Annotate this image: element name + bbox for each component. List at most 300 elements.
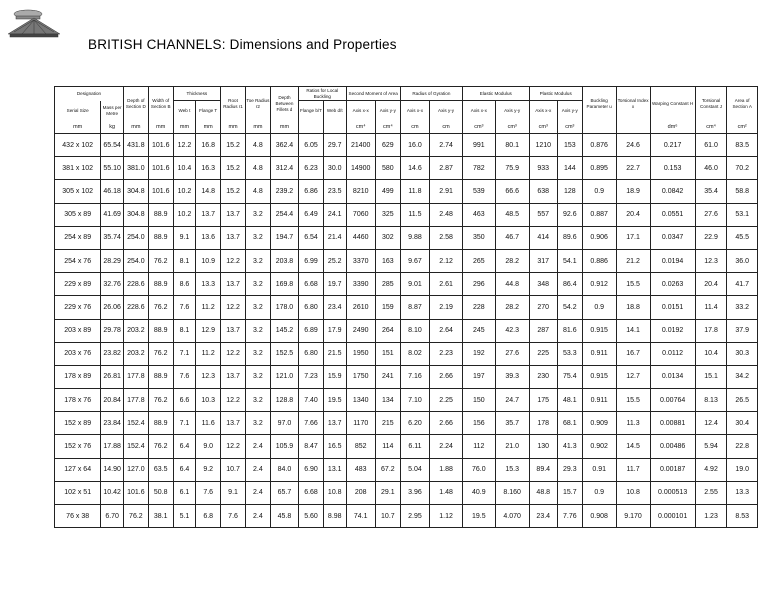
table-cell: 23.4: [323, 296, 346, 319]
table-cell: 431.8: [123, 134, 148, 157]
table-cell: 2.87: [430, 157, 463, 180]
table-cell: 38.1: [148, 505, 173, 528]
table-cell: 0.908: [582, 505, 616, 528]
table-cell: 241: [375, 365, 400, 388]
table-cell: 270: [529, 296, 557, 319]
header-width-of-section: Width of Section B: [148, 87, 173, 121]
table-cell: 76.2: [148, 435, 173, 458]
table-cell: 65.7: [270, 481, 298, 504]
table-cell: 84.0: [270, 458, 298, 481]
table-cell: 76.2: [148, 389, 173, 412]
table-cell: 228.6: [123, 273, 148, 296]
table-cell: 33.2: [727, 296, 758, 319]
table-cell: 1.88: [430, 458, 463, 481]
table-cell: 11.2: [196, 342, 221, 365]
table-cell: 782: [462, 157, 495, 180]
table-cell: 2.4: [245, 435, 270, 458]
table-cell: 3390: [346, 273, 375, 296]
table-cell: 312.4: [270, 157, 298, 180]
table-cell: 2.64: [430, 319, 463, 342]
table-cell: 13.3: [196, 273, 221, 296]
header-sm-axis-xx: Axis x-x: [346, 101, 375, 121]
table-cell: 37.9: [727, 319, 758, 342]
table-cell: 2.66: [430, 365, 463, 388]
table-cell: 28.2: [495, 296, 529, 319]
table-cell: 6.23: [299, 157, 324, 180]
table-cell: 101.6: [148, 157, 173, 180]
header-thickness: Thickness: [173, 87, 220, 101]
table-cell: 0.00486: [650, 435, 695, 458]
table-body: [55, 134, 758, 528]
table-cell: 150: [462, 389, 495, 412]
table-cell: 350: [462, 226, 495, 249]
table-cell: 5.60: [299, 505, 324, 528]
table-cell: 1.23: [695, 505, 727, 528]
table-cell: 30.0: [323, 157, 346, 180]
table-cell: 9.67: [400, 249, 429, 272]
table-cell: 432 x 102: [55, 134, 101, 157]
table-cell: 305 x 89: [55, 203, 101, 226]
table-cell: 3370: [346, 249, 375, 272]
table-cell: 254.4: [270, 203, 298, 226]
table-cell: 145.2: [270, 319, 298, 342]
table-cell: 285: [375, 273, 400, 296]
unit-buckling: [582, 121, 616, 134]
table-cell: 414: [529, 226, 557, 249]
table-cell: 46.7: [495, 226, 529, 249]
table-cell: 2.48: [430, 203, 463, 226]
header-pl-axis-yy: Axis y-y: [557, 101, 582, 121]
table-cell: 11.6: [196, 412, 221, 435]
header-web: Web t: [173, 101, 196, 121]
table-cell: 16.0: [400, 134, 429, 157]
table-cell: 3.2: [245, 296, 270, 319]
table-cell: 18.9: [616, 180, 650, 203]
page-title: BRITISH CHANNELS: Dimensions and Properties: [88, 37, 397, 52]
table-cell: 127 x 64: [55, 458, 101, 481]
table-cell: 8210: [346, 180, 375, 203]
unit-fillets: mm: [270, 121, 298, 134]
table-cell: 46.0: [695, 157, 727, 180]
table-cell: 53.3: [557, 342, 582, 365]
table-cell: 2.19: [430, 296, 463, 319]
header-web-ratio: Web d/t: [323, 101, 346, 121]
table-cell: 6.49: [299, 203, 324, 226]
table-cell: 13.1: [323, 458, 346, 481]
table-cell: 17.8: [695, 319, 727, 342]
header-radius-gyration: Radius of Gyration: [400, 87, 462, 101]
table-cell: 66.6: [495, 180, 529, 203]
table-cell: 0.912: [582, 273, 616, 296]
table-cell: 463: [462, 203, 495, 226]
table-cell: 9.170: [616, 505, 650, 528]
table-cell: 15.2: [221, 134, 246, 157]
table-cell: 121.0: [270, 365, 298, 388]
table-cell: 4.8: [245, 180, 270, 203]
table-cell: 127.0: [123, 458, 148, 481]
table-cell: 152 x 76: [55, 435, 101, 458]
unit-mass: kg: [101, 121, 124, 134]
table-cell: 177.8: [123, 389, 148, 412]
header-el-axis-xx: Axis x-x: [462, 101, 495, 121]
table-cell: 178: [529, 412, 557, 435]
table-cell: 12.7: [616, 365, 650, 388]
table-cell: 2.4: [245, 481, 270, 504]
unit-el-y: cm³: [495, 121, 529, 134]
header-torsional-constant: Torsional Constant J: [695, 87, 727, 121]
table-cell: 6.4: [173, 435, 196, 458]
table-cell: 580: [375, 157, 400, 180]
header-el-axis-yy: Axis y-y: [495, 101, 529, 121]
table-cell: 0.0151: [650, 296, 695, 319]
table-cell: 29.78: [101, 319, 124, 342]
table-cell: 88.9: [148, 319, 173, 342]
table-cell: 13.7: [221, 365, 246, 388]
table-cell: 89.6: [557, 226, 582, 249]
table-cell: 0.00764: [650, 389, 695, 412]
table-row: [55, 458, 758, 481]
unit-tors: cm⁴: [695, 121, 727, 134]
table-cell: 3.96: [400, 481, 429, 504]
table-cell: 10.7: [375, 505, 400, 528]
table-cell: 76.2: [148, 296, 173, 319]
table-cell: 0.0134: [650, 365, 695, 388]
table-cell: 27.6: [695, 203, 727, 226]
table-cell: 10.42: [101, 481, 124, 504]
table-cell: 381 x 102: [55, 157, 101, 180]
header-toe-radius: Toe Radius r2: [245, 87, 270, 121]
table-cell: 12.3: [196, 365, 221, 388]
table-cell: 177.8: [123, 365, 148, 388]
table-cell: 3.2: [245, 273, 270, 296]
table-cell: 55.10: [101, 157, 124, 180]
table-cell: 13.7: [221, 226, 246, 249]
table-cell: 88.9: [148, 273, 173, 296]
table-cell: 381.0: [123, 157, 148, 180]
header-area-of-section: Area of Section A: [727, 87, 758, 121]
table-cell: 9.01: [400, 273, 429, 296]
table-cell: 0.915: [582, 365, 616, 388]
table-cell: 2.61: [430, 273, 463, 296]
table-cell: 74.1: [346, 505, 375, 528]
table-cell: 203.2: [123, 342, 148, 365]
table-row: [55, 342, 758, 365]
table-cell: 8.98: [323, 505, 346, 528]
table-cell: 638: [529, 180, 557, 203]
table-cell: 19.0: [727, 458, 758, 481]
unit-width: mm: [148, 121, 173, 134]
table-cell: 13.7: [221, 412, 246, 435]
header-elastic-modulus: Elastic Modulus: [462, 87, 529, 101]
table-cell: 0.902: [582, 435, 616, 458]
table-cell: 7.40: [299, 389, 324, 412]
table-cell: 203.2: [123, 319, 148, 342]
table-cell: 9.1: [221, 481, 246, 504]
table-cell: 26.5: [727, 389, 758, 412]
table-cell: 21.5: [323, 342, 346, 365]
table-cell: 75.4: [557, 365, 582, 388]
table-cell: 1.12: [430, 505, 463, 528]
table-cell: 9.0: [196, 435, 221, 458]
table-cell: 3.2: [245, 389, 270, 412]
unit-depth: mm: [123, 121, 148, 134]
table-cell: 2.91: [430, 180, 463, 203]
table-cell: 76.2: [123, 505, 148, 528]
table-cell: 76.0: [462, 458, 495, 481]
table-cell: 44.8: [495, 273, 529, 296]
table-cell: 42.3: [495, 319, 529, 342]
table-cell: 12.2: [221, 342, 246, 365]
table-cell: 22.8: [727, 435, 758, 458]
unit-flange-ratio: [299, 121, 324, 134]
table-cell: 48.5: [495, 203, 529, 226]
table-cell: 7.76: [557, 505, 582, 528]
table-cell: 152.5: [270, 342, 298, 365]
table-cell: 254 x 89: [55, 226, 101, 249]
table-cell: 991: [462, 134, 495, 157]
unit-pl-x: cm³: [529, 121, 557, 134]
table-cell: 0.915: [582, 319, 616, 342]
table-cell: 13.7: [221, 319, 246, 342]
table-cell: 14.5: [616, 435, 650, 458]
table-cell: 6.20: [400, 412, 429, 435]
table-cell: 0.00187: [650, 458, 695, 481]
table-row: [55, 226, 758, 249]
table-cell: 15.1: [695, 365, 727, 388]
table-cell: 7.16: [400, 365, 429, 388]
table-cell: 203 x 76: [55, 342, 101, 365]
table-cell: 1340: [346, 389, 375, 412]
header-depth-of-section: Depth of Section D: [123, 87, 148, 121]
table-cell: 6.90: [299, 458, 324, 481]
table-cell: 7.66: [299, 412, 324, 435]
table-cell: 152.4: [123, 435, 148, 458]
table-cell: 14.6: [400, 157, 429, 180]
table-cell: 16.7: [616, 342, 650, 365]
table-cell: 7.6: [173, 365, 196, 388]
table-cell: 7.23: [299, 365, 324, 388]
table-cell: 23.84: [101, 412, 124, 435]
table-cell: 14.90: [101, 458, 124, 481]
table-cell: 18.8: [616, 296, 650, 319]
table-cell: 13.7: [221, 203, 246, 226]
table-cell: 11.3: [616, 412, 650, 435]
table-cell: 6.68: [299, 481, 324, 504]
table-cell: 17.1: [616, 226, 650, 249]
table-cell: 3.2: [245, 342, 270, 365]
table-cell: 5.1: [173, 505, 196, 528]
table-cell: 6.8: [196, 505, 221, 528]
header-flange-ratio: Flange b/T: [299, 101, 324, 121]
table-cell: 102 x 51: [55, 481, 101, 504]
table-cell: 4.8: [245, 157, 270, 180]
table-row: [55, 203, 758, 226]
table-cell: 54.2: [557, 296, 582, 319]
table-cell: 3.2: [245, 203, 270, 226]
table-cell: 15.2: [221, 157, 246, 180]
header-torsional-index: Torsional Index x: [616, 87, 650, 121]
header-second-moment: Second Moment of Area: [346, 87, 400, 101]
table-cell: 50.8: [148, 481, 173, 504]
table-cell: 178.0: [270, 296, 298, 319]
table-cell: 76.2: [148, 342, 173, 365]
table-cell: 11.4: [695, 296, 727, 319]
table-cell: 0.9: [582, 296, 616, 319]
table-cell: 4.92: [695, 458, 727, 481]
table-cell: 24.7: [495, 389, 529, 412]
table-cell: 128.8: [270, 389, 298, 412]
table-cell: 19.5: [323, 389, 346, 412]
table-cell: 2.25: [430, 389, 463, 412]
table-cell: 8.1: [173, 319, 196, 342]
table-cell: 2.12: [430, 249, 463, 272]
table-cell: 22.9: [695, 226, 727, 249]
table-cell: 8.10: [400, 319, 429, 342]
unit-web: mm: [173, 121, 196, 134]
table-cell: 41.69: [101, 203, 124, 226]
table-cell: 23.4: [529, 505, 557, 528]
header-plastic-modulus: Plastic Modulus: [529, 87, 582, 101]
table-cell: 35.4: [695, 180, 727, 203]
table-cell: 12.4: [695, 412, 727, 435]
table-cell: 3.2: [245, 319, 270, 342]
table-cell: 19.5: [462, 505, 495, 528]
unit-rg-y: cm: [430, 121, 463, 134]
table-cell: 21.4: [323, 226, 346, 249]
table-cell: 8.02: [400, 342, 429, 365]
table-cell: 1.48: [430, 481, 463, 504]
table-cell: 4.070: [495, 505, 529, 528]
table-cell: 61.0: [695, 134, 727, 157]
table-cell: 21.2: [616, 249, 650, 272]
table-row: [55, 273, 758, 296]
table-cell: 12.2: [221, 435, 246, 458]
table-cell: 12.2: [221, 249, 246, 272]
unit-root: mm: [221, 121, 246, 134]
table-cell: 0.0112: [650, 342, 695, 365]
table-cell: 101.6: [148, 180, 173, 203]
table-cell: 8.53: [727, 505, 758, 528]
table-cell: 28.2: [495, 249, 529, 272]
table-cell: 144: [557, 157, 582, 180]
table-cell: 0.895: [582, 157, 616, 180]
table-cell: 41.3: [557, 435, 582, 458]
table-cell: 6.6: [173, 389, 196, 412]
table-row: [55, 481, 758, 504]
table-cell: 3.2: [245, 226, 270, 249]
table-cell: 89.4: [529, 458, 557, 481]
table-cell: 7.10: [400, 389, 429, 412]
table-cell: 203 x 89: [55, 319, 101, 342]
table-cell: 7.6: [196, 481, 221, 504]
table-cell: 9.88: [400, 226, 429, 249]
table-cell: 194.7: [270, 226, 298, 249]
table-cell: 16.3: [196, 157, 221, 180]
table-cell: 239.2: [270, 180, 298, 203]
table-cell: 58.8: [727, 180, 758, 203]
table-cell: 175: [529, 389, 557, 412]
table-cell: 228: [462, 296, 495, 319]
table-cell: 4.8: [245, 134, 270, 157]
table-row: [55, 389, 758, 412]
unit-pl-y: cm³: [557, 121, 582, 134]
table-cell: 483: [346, 458, 375, 481]
table-cell: 0.0551: [650, 203, 695, 226]
table-cell: 228.6: [123, 296, 148, 319]
table-cell: 0.0347: [650, 226, 695, 249]
table-cell: 97.0: [270, 412, 298, 435]
table-cell: 76.2: [148, 249, 173, 272]
table-cell: 11.7: [616, 458, 650, 481]
table-cell: 8.87: [400, 296, 429, 319]
unit-flange: mm: [196, 121, 221, 134]
header-pl-axis-xx: Axis x-x: [529, 101, 557, 121]
header-sm-axis-yy: Axis y-y: [375, 101, 400, 121]
unit-web-ratio: [323, 121, 346, 134]
table-cell: 1170: [346, 412, 375, 435]
table-row: [55, 296, 758, 319]
table-cell: 152 x 89: [55, 412, 101, 435]
table-cell: 6.11: [400, 435, 429, 458]
table-cell: 304.8: [123, 203, 148, 226]
table-cell: 163: [375, 249, 400, 272]
table-cell: 20.4: [616, 203, 650, 226]
table-cell: 6.80: [299, 296, 324, 319]
company-logo-icon: [4, 4, 64, 44]
table-cell: 6.4: [173, 458, 196, 481]
table-cell: 229 x 89: [55, 273, 101, 296]
table-cell: 15.2: [221, 180, 246, 203]
table-cell: 203.8: [270, 249, 298, 272]
unit-sm-x: cm⁴: [346, 121, 375, 134]
table-cell: 4460: [346, 226, 375, 249]
table-cell: 8.160: [495, 481, 529, 504]
table-cell: 254 x 76: [55, 249, 101, 272]
table-cell: 63.5: [148, 458, 173, 481]
table-cell: 10.2: [173, 180, 196, 203]
table-cell: 304.8: [123, 180, 148, 203]
table-cell: 0.906: [582, 226, 616, 249]
table-cell: 34.2: [727, 365, 758, 388]
table-cell: 29.3: [557, 458, 582, 481]
table-cell: 29.1: [375, 481, 400, 504]
table-cell: 0.000513: [650, 481, 695, 504]
table-row: [55, 134, 758, 157]
table-cell: 933: [529, 157, 557, 180]
table-cell: 159: [375, 296, 400, 319]
table-cell: 6.99: [299, 249, 324, 272]
table-cell: 130: [529, 435, 557, 458]
unit-toe: mm: [245, 121, 270, 134]
table-cell: 11.8: [400, 180, 429, 203]
table-cell: 10.9: [196, 249, 221, 272]
table-cell: 36.0: [727, 249, 758, 272]
table-cell: 325: [375, 203, 400, 226]
table-cell: 12.2: [221, 296, 246, 319]
table-cell: 10.8: [616, 481, 650, 504]
table-cell: 88.9: [148, 365, 173, 388]
table-cell: 12.9: [196, 319, 221, 342]
table-row: [55, 180, 758, 203]
table-cell: 2.4: [245, 505, 270, 528]
table-cell: 499: [375, 180, 400, 203]
table-cell: 254.0: [123, 226, 148, 249]
table-cell: 70.2: [727, 157, 758, 180]
table-cell: 7.6: [173, 296, 196, 319]
table-cell: 6.68: [299, 273, 324, 296]
table-cell: 19.7: [323, 273, 346, 296]
table-cell: 23.82: [101, 342, 124, 365]
